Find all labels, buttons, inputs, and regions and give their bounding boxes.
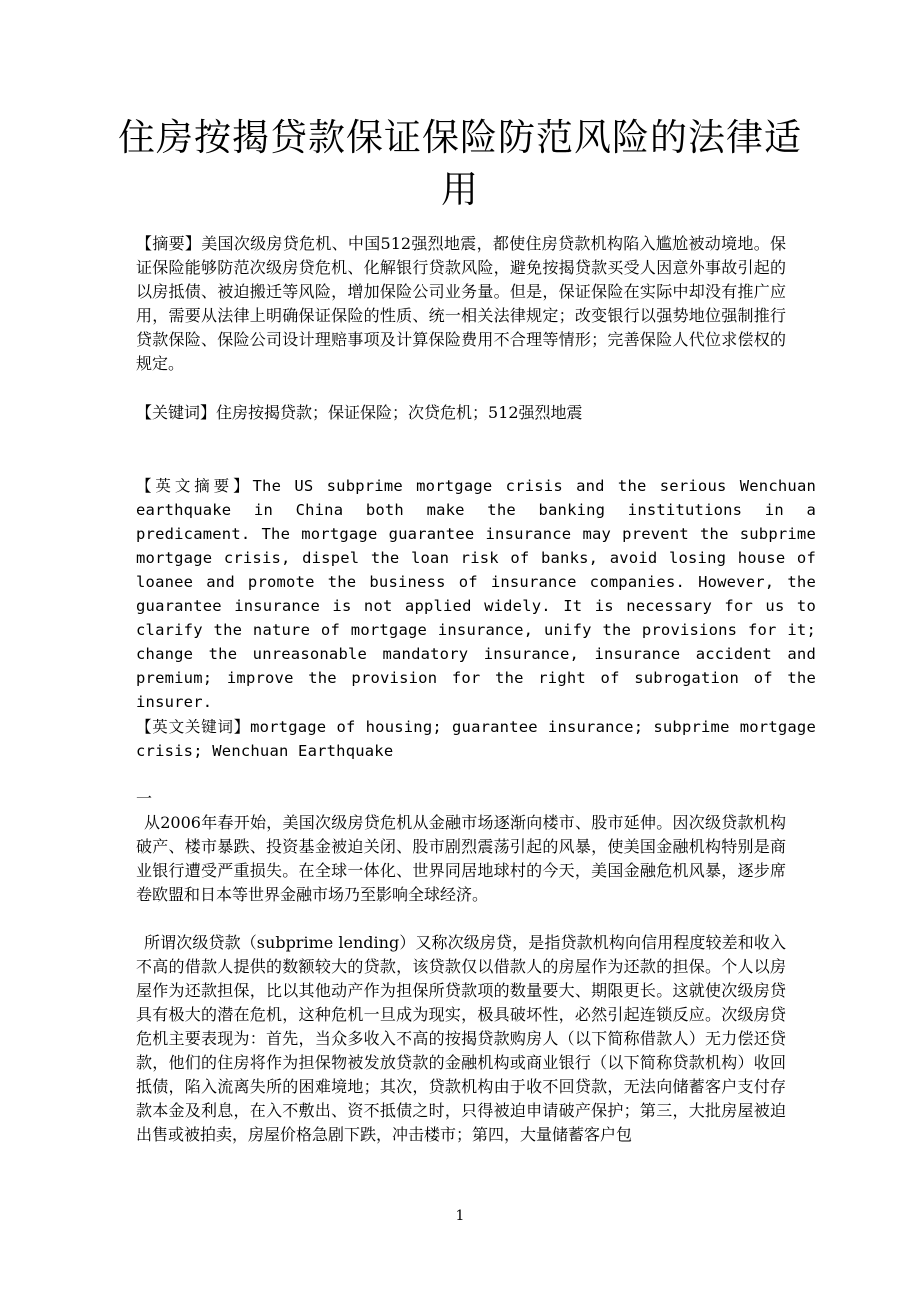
keywords-text: 住房按揭贷款；保证保险；次贷危机；512强烈地震 bbox=[216, 403, 583, 422]
abstract-label: 【摘要】 bbox=[136, 234, 202, 253]
english-keywords-label: 【英文关键词】 bbox=[136, 718, 251, 736]
english-abstract-text: The US subprime mortgage crisis and the serious Wenchuan earthquake in China both make the banking institutions in a predicament. The mortgage guarantee insurance may prevent the subprime mortgage crisis, dispel the loan risk of banks, avoid losing house of loanee and promote the business of insurance companies. However, the guarantee insurance is not applied widely. It is necessary for us to clarify the nature of mortgage insurance, unify the provisions for it; change the unreasonable mandatory insurance, insurance accident and premium; improve the provision for the right of subrogation of the insurer. bbox=[136, 477, 817, 711]
english-abstract-paragraph bbox=[136, 474, 816, 714]
keywords-label: 【关键词】 bbox=[136, 403, 217, 422]
keywords-paragraph bbox=[136, 401, 786, 425]
body-paragraph-1: 从2006年春开始，美国次级房贷危机从金融市场逐渐向楼市、股市延伸。因次级贷款机构破产、楼市暴跌、投资基金被迫关闭、股市剧烈震荡引起的风暴，使美国金融机构特别是商业银行遭受严重损失。在全球一体化、世界同居地球村的今天，美国金融危机风暴，逐步席卷欧盟和日本等世界金融市场乃至影响全球经济。 bbox=[136, 813, 786, 904]
abstract-paragraph bbox=[136, 232, 786, 376]
page-title: 住房按揭贷款保证保险防范风险的法律适用 bbox=[118, 116, 802, 211]
english-abstract-label: 【英文摘要】 bbox=[136, 477, 253, 495]
body-paragraph-2: 所谓次级贷款（subprime lending）又称次级房贷，是指贷款机构向信用程度较差和收入不高的借款人提供的数额较大的贷款，该贷款仅以借款人的房屋作为还款的担保。个人以房屋作为还款担保，比以其他动产作为担保所贷款项的数量要大、期限更长。这就使次级房贷具有极大的潜在危机，这种危机一旦成为现实，极具破坏性，必然引起连锁反应。次级房贷危机主要表现为：首先，当众多收入不高的按揭贷款购房人（以下简称借款人）无力偿还贷款，他们的住房将作为担保物被发放贷款的金融机构或商业银行（以下简称贷款机构）收回抵债，陷入流离失所的困难境地；其次，贷款机构由于收不回贷款，无法向储蓄客户支付存款本金及利息，在入不敷出、资不抵债之时，只得被迫申请破产保护；第三，大批房屋被迫出售或被拍卖，房屋价格急剧下跌，冲击楼市；第四，大量储蓄客户包 bbox=[136, 933, 786, 1144]
english-keywords-paragraph bbox=[136, 715, 816, 763]
english-keywords-text: mortgage of housing; guarantee insurance; subprime mortgage crisis; Wenchuan Earthquake bbox=[136, 718, 816, 760]
abstract-text: 美国次级房贷危机、中国512强烈地震，都使住房贷款机构陷入尴尬被动境地。保证保险能够防范次级房贷危机、化解银行贷款风险，避免按揭贷款买受人因意外事故引起的以房抵债、被迫搬迁等风险，增加保险公司业务量。但是，保证保险在实际中却没有推广应用，需要从法律上明确保证保险的性质、统一相关法律规定；改变银行以强势地位强制推行贷款保险、保险公司设计理赔事项及计算保险费用不合理等情形；完善保险人代位求偿权的规定。 bbox=[136, 234, 786, 373]
section-heading: 一 bbox=[136, 789, 153, 808]
page-number: 1 bbox=[455, 1208, 465, 1224]
